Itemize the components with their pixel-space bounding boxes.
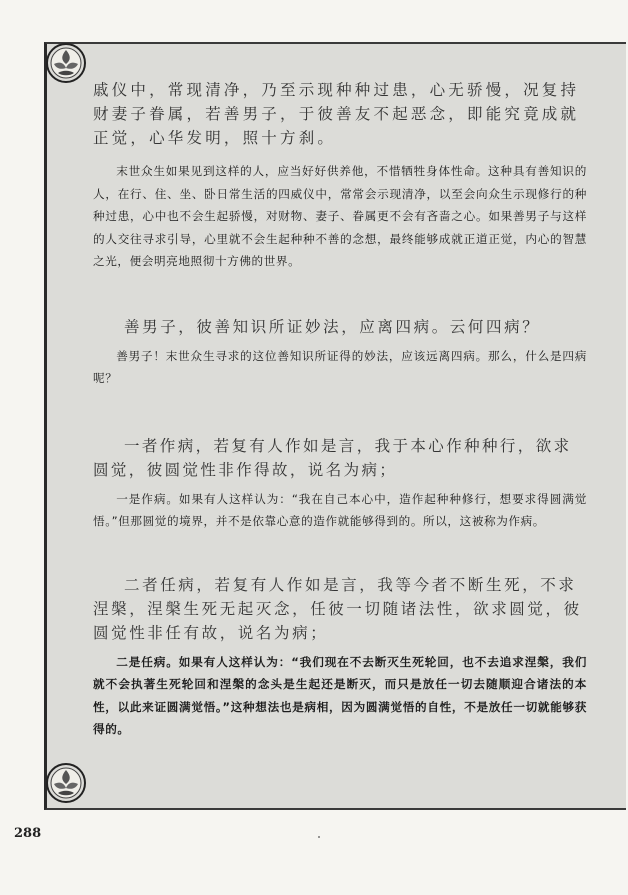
lotus-ornament-icon [43, 760, 89, 806]
translation-paragraph-3: 一是作病。如果有人这样认为：“我在自己本心中，造作起种种修行，想要求得圆满觉悟。”但那圆觉的境界，并不是依靠心意的造作就能够得到的。所以，这被称为作病。 [93, 491, 587, 528]
lotus-ornament-icon [43, 40, 89, 86]
sutra-paragraph-1: 戚仪中，常现清净，乃至示现种种过患，心无骄慢，况复持财妻子眷属，若善男子，于彼善友不起恶念，即能究竟成就正觉，心华发明，照十方刹。 [93, 81, 580, 147]
text-content [93, 78, 587, 741]
page-number: 288 [14, 826, 42, 841]
print-dot [318, 836, 320, 838]
sutra-paragraph-2: 善男子，彼善知识所证妙法，应离四病。云何四病？ [124, 317, 541, 336]
page-panel [44, 42, 626, 810]
sutra-paragraph-3: 一者作病，若复有人作如是言，我于本心作种种行，欲求圆觉，彼圆觉性非作得故，说名为病； [93, 436, 572, 479]
translation-paragraph-4: 二是任病。如果有人这样认为：“我们现在不去断灭生死轮回，也不去追求涅槃，我们就不会执著生死轮回和涅槃的念头是生起还是断灭，而只是放任一切去随顺迎合诸法的本性，以此来证圆满觉悟。”这种想法也是病相，因为圆满觉悟的自性，不是放任一切就能够获得的。 [93, 654, 587, 736]
translation-paragraph-2: 善男子！末世众生寻求的这位善知识所证得的妙法，应该远离四病。那么，什么是四病呢？ [93, 348, 587, 385]
translation-paragraph-1: 末世众生如果见到这样的人，应当好好供养他，不惜牺牲身体性命。这种具有善知识的人，在行、住、坐、卧日常生活的四威仪中，常常会示现清净，以至会向众生示现修行的种种过患，心中也不会生起骄慢，对财物、妻子、眷属更不会有吝啬之心。如果善男子与这样的人交往寻求引导，心里就不会生起种种不善的念想，最终能够成就正道正觉，内心的智慧之光，便会明亮地照彻十方佛的世界。 [93, 164, 587, 268]
sutra-paragraph-4: 二者任病，若复有人作如是言，我等今者不断生死，不求涅槃，涅槃生死无起灭念，任彼一切随诸法性，欲求圆觉，彼圆觉性非任有故，说名为病； [93, 575, 582, 642]
